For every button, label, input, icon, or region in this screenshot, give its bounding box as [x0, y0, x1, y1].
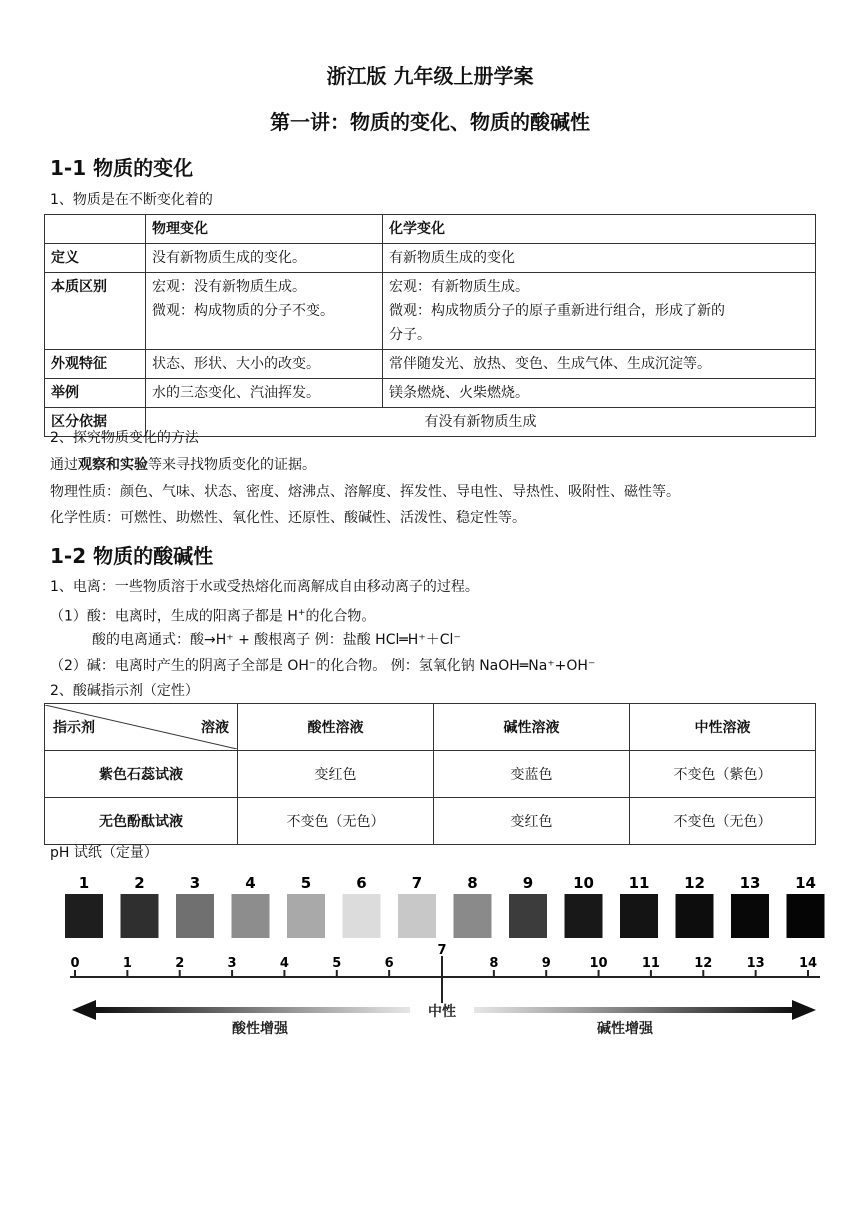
basis-cell: 有没有新物质生成 [146, 408, 816, 437]
ph-swatch [176, 894, 214, 938]
cell-text: 宏观：没有新物质生成。 [152, 279, 306, 295]
base-arrow-bar [474, 1007, 792, 1013]
ph-swatch-label: 2 [134, 874, 145, 892]
cell-text: 镁条燃烧、火柴燃烧。 [389, 385, 529, 401]
col-header-physical: 物理变化 [146, 215, 383, 244]
ph-swatch-label: 1 [78, 874, 90, 892]
ph-axis-label: 12 [694, 956, 713, 971]
section-heading-1-1: 1-1 物质的变化 [50, 156, 194, 180]
physical-cell [146, 244, 383, 273]
col-header-chemical: 化学变化 [383, 215, 816, 244]
ph-axis-label: 14 [798, 956, 818, 971]
ph-swatch [287, 894, 325, 938]
row-label: 举例 [45, 379, 146, 408]
acid-arrow-head [72, 1000, 96, 1020]
acid-def-sup: + [297, 608, 306, 618]
ph-axis-label: 6 [384, 956, 394, 971]
ph-swatch [343, 894, 381, 938]
base-arrow-head [792, 1000, 816, 1020]
ph-axis-label: 4 [279, 956, 289, 971]
cell-text: 常伴随发光、放热、变色、生成气体、生成沉淀等。 [389, 356, 711, 372]
table-row [45, 751, 816, 798]
physical-cell [146, 273, 383, 350]
chemical-cell [383, 350, 816, 379]
ph-swatch-label: 10 [573, 874, 594, 892]
diagonal-corner-cell [45, 704, 238, 751]
cell-text: 宏观：有新物质生成。 [389, 279, 529, 295]
row-label: 区分依据 [45, 408, 146, 437]
point-2-text: 2、探究物质变化的方法 [50, 430, 199, 446]
ph-swatch [731, 894, 769, 938]
table-corner-cell [45, 215, 146, 244]
point-1-text: 1、物质是在不断变化着的 [50, 192, 213, 208]
ph-swatch [676, 894, 714, 938]
ph-axis-label: 3 [227, 956, 237, 971]
ph-swatch [509, 894, 547, 938]
table-cell: 不变色（紫色） [630, 751, 816, 798]
table-header-row [45, 704, 816, 751]
row-label: 无色酚酞试液 [45, 798, 238, 845]
table-row [45, 244, 816, 273]
ph-color-swatches [65, 874, 825, 938]
ph-swatch-label: 7 [411, 874, 423, 892]
chemical-cell [383, 379, 816, 408]
neutral-label: 中性 [428, 1004, 456, 1020]
ph-axis [70, 943, 820, 977]
physical-cell [146, 379, 383, 408]
table-row [45, 350, 816, 379]
table-cell: 不变色（无色） [238, 798, 434, 845]
method-prefix: 通过 [50, 457, 78, 473]
ph-axis-label: 2 [175, 956, 185, 971]
chemical-cell [383, 273, 816, 350]
ph-axis-label: 5 [332, 956, 342, 971]
physical-cell [146, 350, 383, 379]
ph-swatch [620, 894, 658, 938]
indicator-table [44, 703, 816, 845]
cell-text: 水的三态变化、汽油挥发。 [152, 385, 320, 401]
ph-swatch-label: 3 [189, 874, 201, 892]
physical-properties-text: 物理性质：颜色、气味、状态、密度、熔沸点、溶解度、挥发性、导电性、导热性、吸附性、磁性等。 [50, 484, 680, 500]
row-label: 紫色石蕊试液 [45, 751, 238, 798]
col-header-base: 碱性溶液 [434, 704, 630, 751]
corner-left-label: 指示剂 [53, 720, 95, 736]
ph-swatch [65, 894, 103, 938]
acid-increase-label: 酸性增强 [232, 1021, 288, 1037]
acid-arrow-bar [96, 1007, 410, 1013]
table-row [45, 798, 816, 845]
ph-axis-label: 9 [541, 956, 551, 971]
ph-axis-label: 11 [641, 956, 660, 971]
ph-axis-label: 8 [489, 956, 499, 971]
acid-definition [50, 603, 375, 627]
chemical-cell [383, 244, 816, 273]
table-cell: 不变色（无色） [630, 798, 816, 845]
method-text [50, 455, 316, 475]
col-header-acid: 酸性溶液 [238, 704, 434, 751]
ph-swatch-label: 13 [739, 874, 761, 892]
ph-swatch-label: 8 [467, 874, 478, 892]
ph-swatch [787, 894, 825, 938]
ph-axis-label: 7 [437, 943, 447, 958]
col-header-neutral: 中性溶液 [630, 704, 816, 751]
cell-text: 微观：构成物质分子的原子重新进行组合，形成了新的 [389, 303, 725, 319]
ph-paper-label: pH 试纸（定量） [50, 845, 158, 861]
method-suffix: 等来寻找物质变化的证据。 [148, 457, 316, 473]
base-definition: （2）碱：电离时产生的阴离子全部是 OH⁻的化合物。 例：氢氧化钠 NaOH═Na⁺+OH⁻ [50, 658, 596, 674]
row-label: 本质区别 [45, 273, 146, 350]
indicator-heading: 2、酸碱指示剂（定性） [50, 683, 199, 699]
ph-swatch-label: 5 [300, 874, 312, 892]
change-comparison-table [44, 214, 816, 437]
ph-swatch [121, 894, 159, 938]
cell-text: 没有新物质生成的变化。 [152, 250, 306, 266]
ph-axis-label: 13 [746, 956, 765, 971]
ph-swatch-label: 14 [795, 874, 816, 892]
acid-def-text: （1）酸：电离时，生成的阳离子都是 H [50, 608, 298, 625]
page-title: 浙江版 九年级上册学案 [326, 64, 534, 88]
table-cell: 变红色 [238, 751, 434, 798]
diagonal-header [45, 705, 237, 749]
ph-swatch [454, 894, 492, 938]
table-row [45, 379, 816, 408]
base-increase-label: 碱性增强 [597, 1021, 653, 1037]
section-heading-1-2: 1-2 物质的酸碱性 [50, 544, 214, 568]
ph-swatch [398, 894, 436, 938]
ph-scale-figure [60, 868, 830, 1038]
ph-swatch-label: 11 [628, 874, 650, 892]
cell-text: 状态、形状、大小的改变。 [152, 356, 320, 372]
ph-swatch-label: 4 [245, 874, 256, 892]
ph-axis-label: 0 [70, 956, 80, 971]
acid-def-text-b: 的化合物。 [305, 608, 376, 625]
row-label: 定义 [45, 244, 146, 273]
ph-axis-label: 10 [589, 956, 608, 971]
table-row [45, 273, 816, 350]
cell-text: 微观：构成物质的分子不变。 [152, 303, 334, 319]
ph-axis-label: 1 [122, 956, 132, 971]
ionization-text: 1、电离：一些物质溶于水或受热熔化而离解成自由移动离子的过程。 [50, 579, 479, 595]
table-cell: 变蓝色 [434, 751, 630, 798]
acid-formula: 酸的电离通式：酸→H⁺ + 酸根离子 例：盐酸 HCl═H⁺＋Cl⁻ [92, 632, 461, 648]
page-subtitle: 第一讲：物质的变化、物质的酸碱性 [270, 110, 590, 134]
ph-swatch-label: 12 [684, 874, 705, 892]
table-header-row [45, 215, 816, 244]
ph-swatch-label: 6 [356, 874, 367, 892]
ph-swatch [232, 894, 270, 938]
cell-text: 分子。 [389, 327, 431, 343]
cell-text: 有新物质生成的变化 [389, 250, 515, 266]
ph-swatch-label: 9 [522, 874, 534, 892]
corner-right-label: 溶液 [201, 720, 229, 736]
method-bold: 观察和实验 [78, 457, 148, 473]
table-cell: 变红色 [434, 798, 630, 845]
ph-swatch [565, 894, 603, 938]
row-label: 外观特征 [45, 350, 146, 379]
chemical-properties-text: 化学性质：可燃性、助燃性、氧化性、还原性、酸碱性、活泼性、稳定性等。 [50, 510, 526, 526]
